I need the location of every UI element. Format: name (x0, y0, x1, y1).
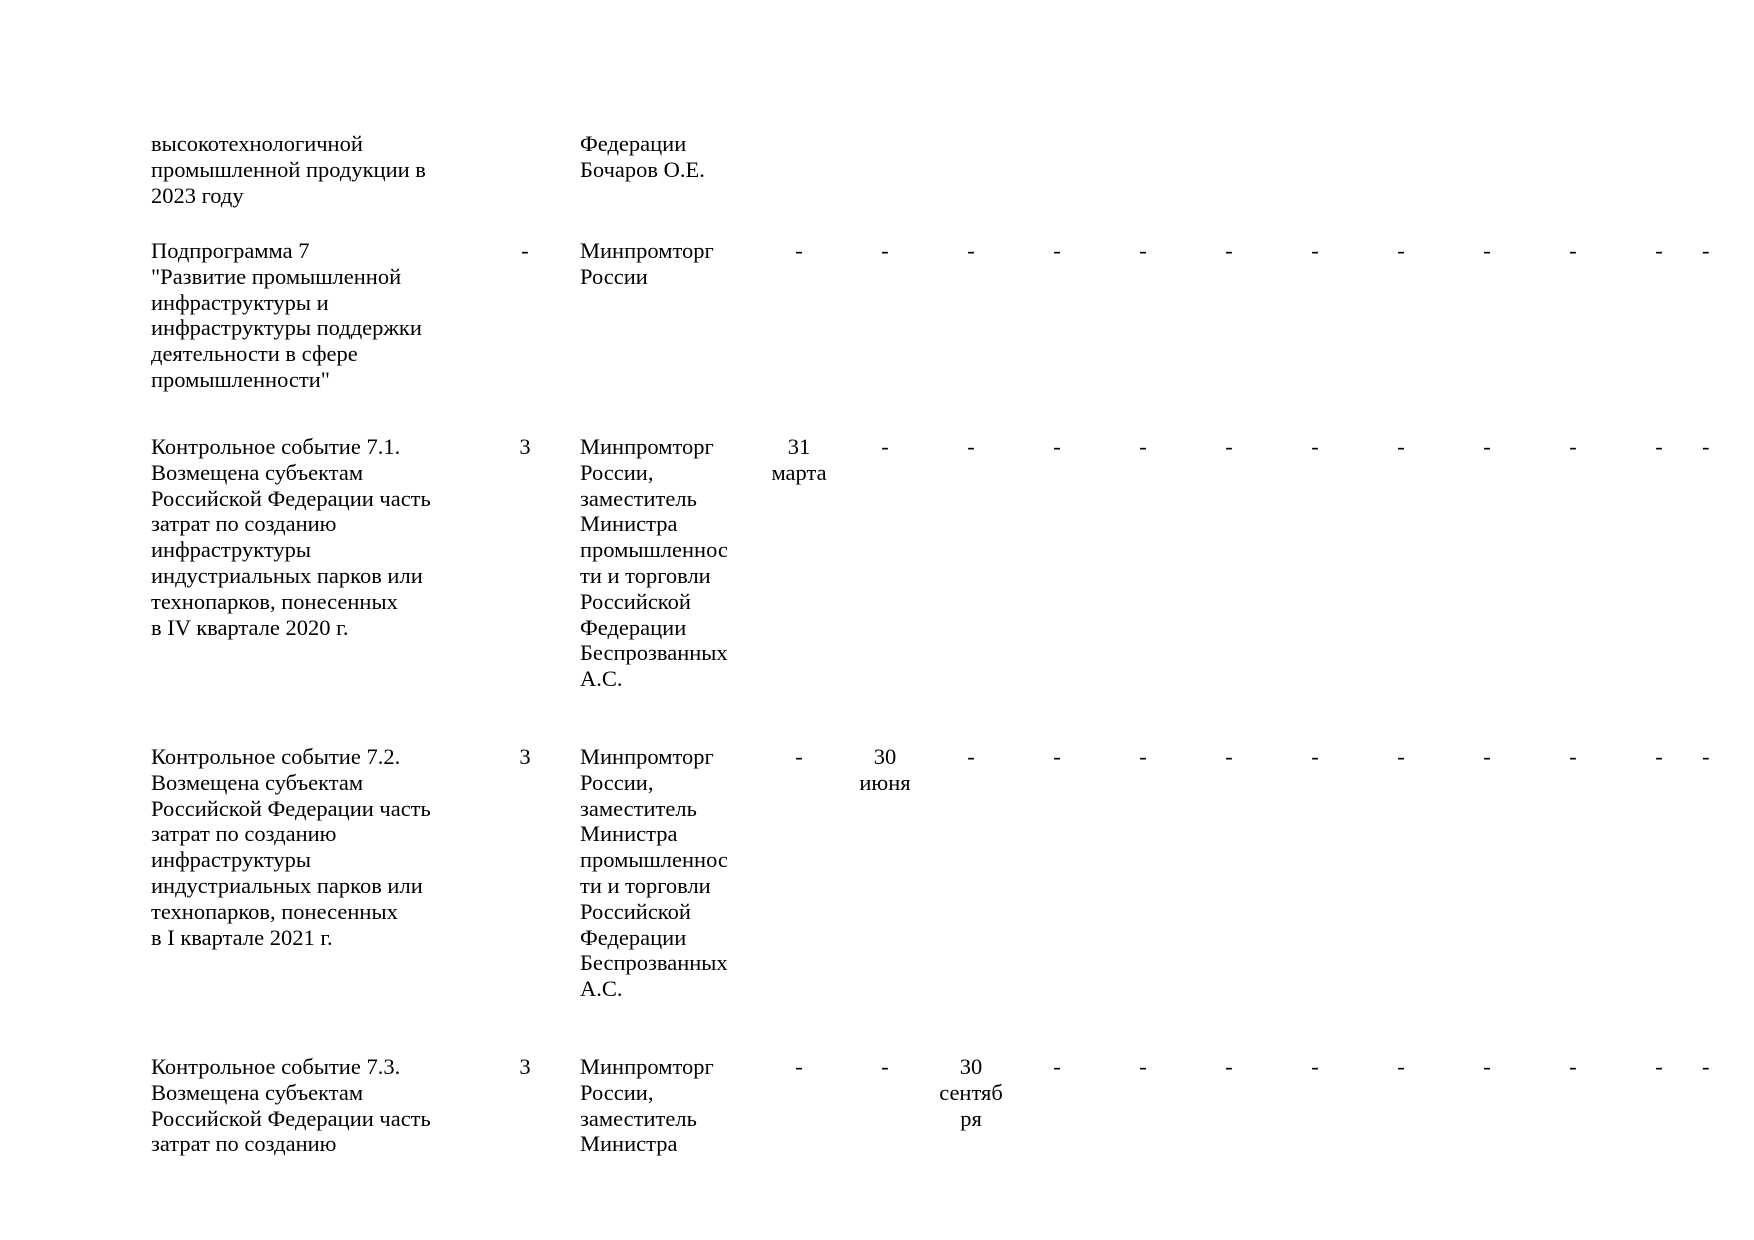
event-name-cell: Контрольное событие 7.3. Возмещена субъектам Российской Федерации часть затрат по созданию (151, 1054, 431, 1157)
month-cell: - (1397, 744, 1405, 769)
month-cell: - (1225, 744, 1233, 769)
month-cell: - (795, 238, 803, 263)
month-cell: - (1702, 1054, 1710, 1079)
month-cell: - (1655, 1054, 1663, 1079)
month-cell: - (1139, 1054, 1147, 1079)
priority-cell: - (521, 238, 529, 263)
responsible-cell: Минпромторг России, заместитель Министра промышленнос ти и торговли Российской Федерации Беспрозванных А.С. (580, 744, 728, 1002)
month-cell: - (1655, 238, 1663, 263)
month-cell: - (795, 744, 803, 769)
responsible-cell: Минпромторг России, заместитель Министра промышленнос ти и торговли Российской Федерации Беспрозванных А.С. (580, 434, 728, 692)
month-cell: - (967, 744, 975, 769)
month-cell: - (1569, 1054, 1577, 1079)
month-cell: - (1397, 1054, 1405, 1079)
month-cell: 30 сентяб ря (939, 1054, 1003, 1131)
month-cell: - (881, 434, 889, 459)
month-cell: - (1702, 434, 1710, 459)
month-cell: - (1569, 744, 1577, 769)
month-cell: - (1139, 744, 1147, 769)
month-cell: - (1225, 434, 1233, 459)
month-cell: - (1139, 238, 1147, 263)
month-cell: - (1483, 744, 1491, 769)
month-cell: - (1397, 238, 1405, 263)
month-cell: - (1569, 238, 1577, 263)
month-cell: - (1225, 238, 1233, 263)
responsible-cell: Минпромторг России (580, 238, 714, 289)
month-cell: - (1397, 434, 1405, 459)
month-cell: - (1702, 238, 1710, 263)
priority-cell: 3 (519, 744, 531, 769)
month-cell: - (967, 238, 975, 263)
event-name-cell: высокотехнологичной промышленной продукции в 2023 году (151, 131, 426, 208)
month-cell: - (1702, 744, 1710, 769)
month-cell: - (967, 434, 975, 459)
month-cell: 30 июня (859, 744, 911, 795)
month-cell: - (1053, 1054, 1061, 1079)
month-cell: - (1053, 744, 1061, 769)
month-cell: - (881, 1054, 889, 1079)
month-cell: - (1311, 434, 1319, 459)
month-cell: - (881, 238, 889, 263)
month-cell: - (1311, 1054, 1319, 1079)
priority-cell: 3 (519, 434, 531, 459)
month-cell: - (1311, 744, 1319, 769)
month-cell: - (1053, 238, 1061, 263)
month-cell: - (1569, 434, 1577, 459)
event-name-cell: Подпрограмма 7 "Развитие промышленной инфраструктуры и инфраструктуры поддержки деятельности в сфере промышленности" (151, 238, 422, 392)
event-name-cell: Контрольное событие 7.2. Возмещена субъектам Российской Федерации часть затрат по созданию инфраструктуры индустриальных парков или технопарков, понесенных в I квартале 2021 г. (151, 744, 431, 950)
month-cell: - (1053, 434, 1061, 459)
event-name-cell: Контрольное событие 7.1. Возмещена субъектам Российской Федерации часть затрат по созданию инфраструктуры индустриальных парков или технопарков, понесенных в IV квартале 2020 г. (151, 434, 431, 640)
priority-cell: 3 (519, 1054, 531, 1079)
month-cell: - (1311, 238, 1319, 263)
responsible-cell: Федерации Бочаров О.Е. (580, 131, 705, 182)
month-cell: - (1483, 434, 1491, 459)
month-cell: - (1655, 744, 1663, 769)
month-cell: - (1483, 238, 1491, 263)
month-cell: - (1139, 434, 1147, 459)
month-cell: - (1225, 1054, 1233, 1079)
responsible-cell: Минпромторг России, заместитель Министра (580, 1054, 714, 1157)
month-cell: - (1483, 1054, 1491, 1079)
month-cell: 31 марта (771, 434, 827, 485)
month-cell: - (795, 1054, 803, 1079)
month-cell: - (1655, 434, 1663, 459)
